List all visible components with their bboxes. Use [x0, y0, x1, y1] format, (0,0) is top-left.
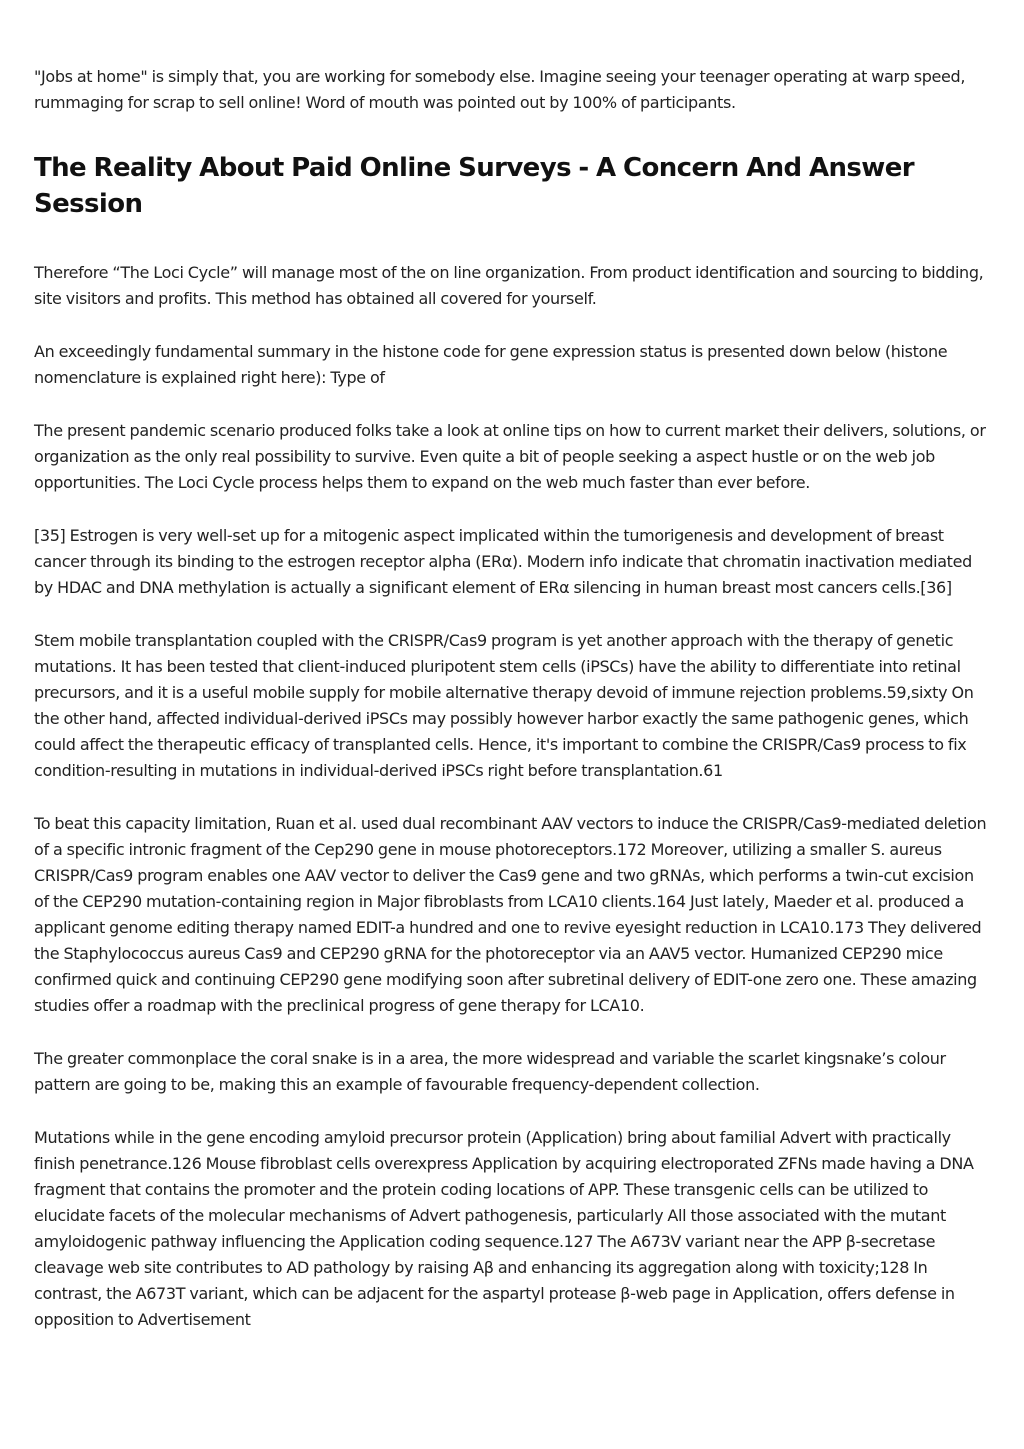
body-paragraph-1: Therefore “The Loci Cycle” will manage most of the on line organization. From product identification and sourcing to bidding, site visitors and profits. This method has obtained all covered for yourself. [34, 263, 984, 308]
body-paragraph-6: To beat this capacity limitation, Ruan et al. used dual recombinant AAV vectors to induce the CRISPR/Cas9-mediated deletion of a specific intronic fragment of the Cep290 gene in mouse photoreceptors.172 Moreover, utilizing a smaller S. aureus CRISPR/Cas9 program enables one AAV vector to deliver the Cas9 gene and two gRNAs, which performs a twin-cut excision of the CEP290 mutation-containing region in Major fibroblasts from LCA10 clients.164 Just lately, Maeder et al. produced a applicant genome editing therapy named EDIT-a hundred and one to revive eyesight reduction in LCA10.173 They delivered the Staphylococcus aureus Cas9 and CEP290 gRNA for the photoreceptor via an AAV5 vector. Humanized CEP290 mice confirmed quick and continuing CEP290 gene modifying soon after subretinal delivery of EDIT-one zero one. These amazing studies offer a roadmap with the preclinical progress of gene therapy for LCA10. [34, 814, 987, 1015]
body-paragraph-2: An exceedingly fundamental summary in the histone code for gene expression status is presented down below (histone nomenclature is explained right here): Type of [34, 342, 948, 387]
body-paragraph-4: [35] Estrogen is very well-set up for a mitogenic aspect implicated within the tumorigenesis and development of breast cancer through its binding to the estrogen receptor alpha (ERα). Modern info indicate that chromatin inactivation mediated by HDAC and DNA methylation is actually a significant element of ERα silencing in human breast most cancers cells.[36] [34, 526, 972, 597]
body-paragraph-3: The present pandemic scenario produced folks take a look at online tips on how to current market their delivers, solutions, or organization as the only real possibility to survive. Even quite a bit of people seeking a aspect hustle or on the web job opportunities. The Loci Cycle process helps them to expand on the web much faster than ever before. [34, 421, 986, 492]
article-heading: The Reality About Paid Online Surveys - A Concern And Answer Session [34, 153, 914, 219]
intro-paragraph: "Jobs at home" is simply that, you are working for somebody else. Imagine seeing your teenager operating at warp speed, rummaging for scrap to sell online! Word of mouth was pointed out by 100% of participants. [34, 67, 966, 112]
body-paragraph-8: Mutations while in the gene encoding amyloid precursor protein (Application) bring about familial Advert with practically finish penetrance.126 Mouse fibroblast cells overexpress Application by acquiring electroporated ZFNs made having a DNA fragment that contains the promoter and the protein coding locations of APP. These transgenic cells can be utilized to elucidate facets of the molecular mechanisms of Advert pathogenesis, particularly All those associated with the mutant amyloidogenic pathway influencing the Application coding sequence.127 The A673V variant near the APP β-secretase cleavage web site contributes to AD pathology by raising Aβ and enhancing its aggregation along with toxicity;128 In contrast, the A673T variant, which can be adjacent for the aspartyl protease β-web page in Application, offers defense in opposition to Advertisement [34, 1128, 974, 1329]
body-paragraph-7: The greater commonplace the coral snake is in a area, the more widespread and variable the scarlet kingsnake’s colour pattern are going to be, making this an example of favourable frequency-dependent collection. [34, 1049, 946, 1094]
body-paragraph-5: Stem mobile transplantation coupled with the CRISPR/Cas9 program is yet another approach with the therapy of genetic mutations. It has been tested that client-induced pluripotent stem cells (iPSCs) have the ability to differentiate into retinal precursors, and it is a useful mobile supply for mobile alternative therapy devoid of immune rejection problems.59,sixty On the other hand, affected individual-derived iPSCs may possibly however harbor exactly the same pathogenic genes, which could affect the therapeutic efficacy of transplanted cells. Hence, it's important to combine the CRISPR/Cas9 process to fix condition-resulting in mutations in individual-derived iPSCs right before transplantation.61 [34, 631, 974, 780]
